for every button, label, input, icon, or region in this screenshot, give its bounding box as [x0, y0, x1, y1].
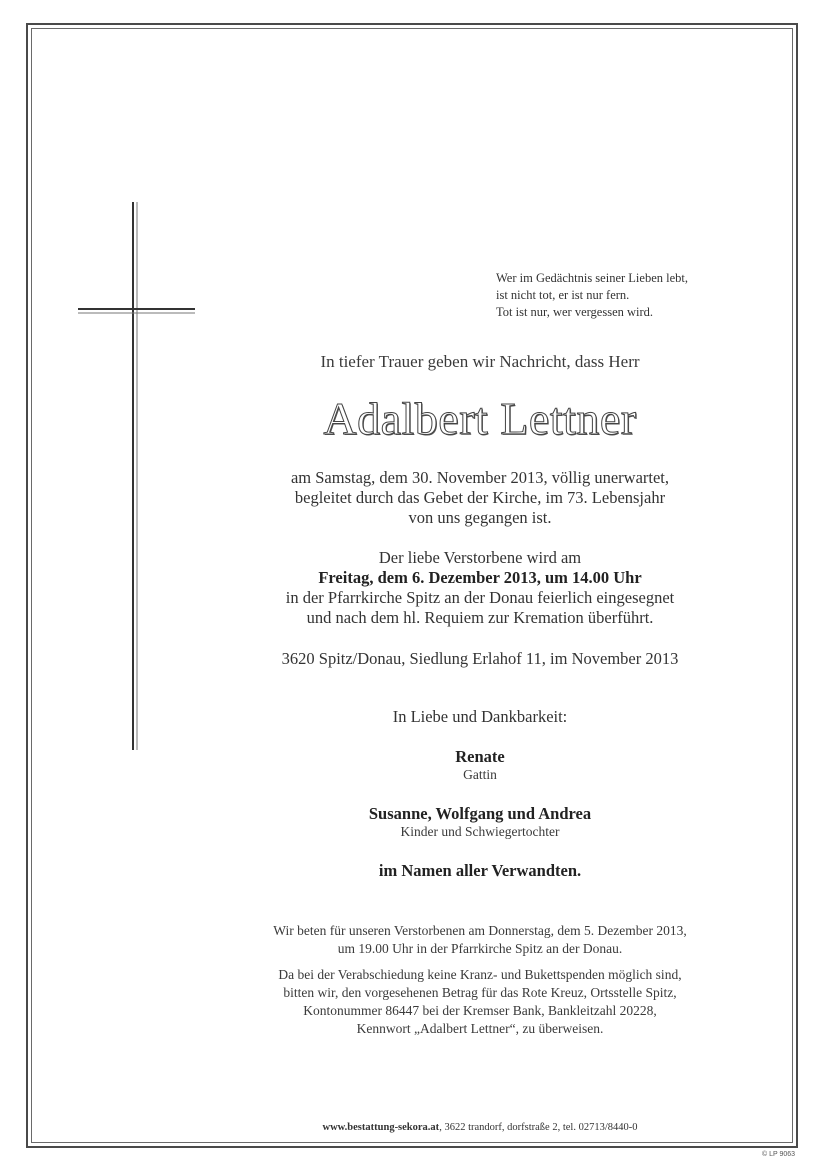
address-line: 3620 Spitz/Donau, Siedlung Erlahof 11, im November 2013 — [281, 649, 679, 668]
prayer-line: Wir beten für unseren Verstorbenen am Donnerstag, dem 5. Dezember 2013, — [273, 923, 687, 938]
donation-line: Kennwort „Adalbert Lettner“, zu überweisen. — [356, 1021, 604, 1036]
funeral-line: Der liebe Verstorbene wird am — [378, 548, 582, 567]
mourner-relation: Gattin — [463, 767, 497, 782]
donation-line: Da bei der Verabschiedung keine Kranz- und Bukettspenden möglich sind, — [278, 967, 682, 982]
quote-line: Wer im Gedächtnis seiner Lieben lebt, — [496, 271, 688, 285]
quote-line: Tot ist nur, wer vergessen wird. — [496, 305, 654, 319]
mourner-relation: Kinder und Schwiegertochter — [400, 824, 560, 839]
relatives-line: im Namen aller Verwandten. — [378, 861, 582, 880]
notice-line: von uns gegangen ist. — [408, 508, 552, 527]
quote-line: ist nicht tot, er ist nur fern. — [496, 288, 630, 302]
funeral-date: Freitag, dem 6. Dezember 2013, um 14.00 Uhr — [318, 568, 642, 587]
mourner-name: Susanne, Wolfgang und Andrea — [368, 804, 592, 823]
donation-line: bitten wir, den vorgesehenen Betrag für das Rote Kreuz, Ortsstelle Spitz, — [283, 985, 677, 1000]
funeral-info — [220, 548, 740, 628]
donation-line: Kontonummer 86447 bei der Kremser Bank, Bankleitzahl 20228, — [303, 1003, 657, 1018]
footer — [200, 1122, 760, 1133]
deceased-name: Adalbert Lettner — [323, 393, 637, 444]
death-notice — [230, 468, 730, 528]
prayer-line: um 19.00 Uhr in der Pfarrkirche Spitz an der Donau. — [337, 941, 623, 956]
corner-code: © LP 9063 — [762, 1151, 796, 1158]
notice-line: begleitet durch das Gebet der Kirche, im 73. Lebensjahr — [294, 488, 666, 507]
footer-address: , 3622 trandorf, dorfstraße 2, tel. 02713/8440-0 — [439, 1122, 638, 1133]
notice-line: am Samstag, dem 30. November 2013, völlig unerwartet, — [290, 468, 670, 487]
memorial-quote — [496, 270, 756, 321]
funeral-line: und nach dem hl. Requiem zur Kremation überführt. — [306, 608, 654, 627]
mourner-name: Renate — [455, 747, 505, 766]
donation-notice — [200, 966, 760, 1038]
mourners-intro: In Liebe und Dankbarkeit: — [392, 707, 568, 726]
footer-website: www.bestattung-sekora.at — [322, 1122, 440, 1133]
funeral-line: in der Pfarrkirche Spitz an der Donau feierlich eingesegnet — [285, 588, 675, 607]
mourner-block — [230, 747, 730, 783]
intro-text: In tiefer Trauer geben wir Nachricht, dass Herr — [320, 352, 640, 371]
prayer-notice — [200, 922, 760, 958]
mourner-block — [230, 804, 730, 840]
